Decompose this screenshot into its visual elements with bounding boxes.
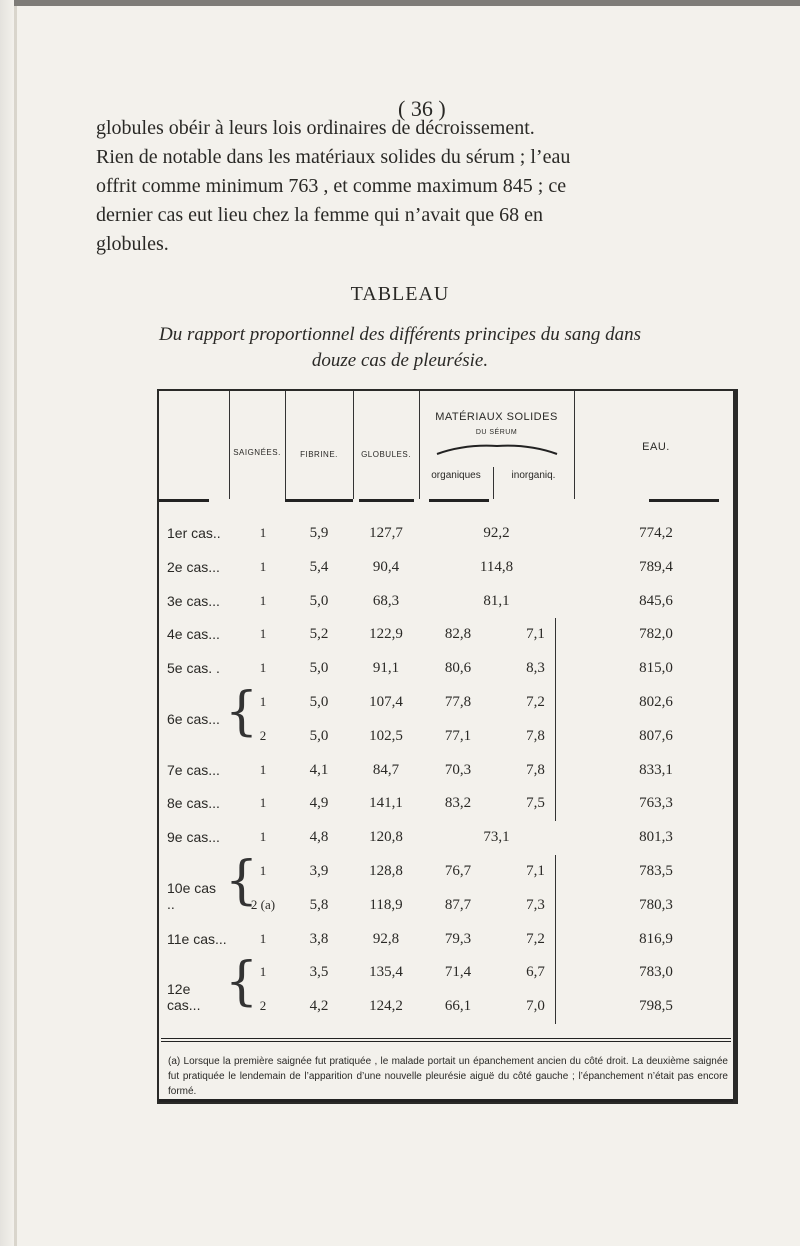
- header-rule: [429, 499, 489, 502]
- inorganic-divider: [555, 618, 556, 652]
- cell-organiques: 79,3: [444, 930, 472, 947]
- cell-fibrine: 5,0: [309, 694, 329, 710]
- cell-organiques: 80,6: [444, 660, 472, 677]
- cell-globules: 135,4: [369, 964, 403, 981]
- cell-materiaux-merged: 73,1: [483, 829, 510, 846]
- cell-organiques: 70,3: [444, 761, 472, 778]
- cell-eau: 815,0: [639, 660, 673, 677]
- row-label: 10e cas ..: [167, 880, 217, 912]
- cell-globules: 122,9: [369, 626, 403, 643]
- cell-organiques: 71,4: [444, 964, 472, 981]
- cell-fibrine: 4,9: [309, 795, 329, 812]
- cell-globules: 90,4: [372, 558, 400, 575]
- cell-organiques: 66,1: [444, 998, 472, 1015]
- table-subtitle-line1: Du rapport proportionnel des différents principes du sang dans: [158, 324, 642, 345]
- cell-inorganiques: 7,0: [526, 998, 545, 1015]
- cell-fibrine: 5,9: [309, 525, 329, 541]
- cell-inorganiques: 8,3: [526, 660, 545, 677]
- table-heading: TABLEAU: [350, 283, 450, 305]
- row-label: 6e cas...: [167, 711, 220, 727]
- cell-inorganiques: 7,5: [526, 795, 545, 812]
- row-label: 9e cas...: [167, 829, 220, 846]
- footnote-rule: [161, 1038, 731, 1039]
- inorganic-divider: [555, 652, 556, 686]
- cell-globules: 84,7: [372, 761, 400, 778]
- inorganic-divider: [555, 787, 556, 821]
- row-group-brace: {: [225, 682, 259, 742]
- cell-globules: 92,8: [372, 930, 400, 947]
- inorganic-divider: [555, 923, 556, 957]
- cell-saignee: 2: [259, 727, 267, 743]
- book-gutter: [0, 0, 14, 1246]
- cell-eau: 801,3: [639, 829, 673, 846]
- paragraph-line: globules obéir à leurs lois ordinaires de décroissement.: [96, 117, 535, 139]
- footnote-rule: [161, 1041, 731, 1042]
- paragraph-line: globules.: [96, 233, 169, 255]
- cell-materiaux-merged: 92,2: [483, 525, 510, 541]
- column-divider: [285, 391, 286, 499]
- cell-globules: 91,1: [372, 660, 400, 677]
- data-table: [157, 389, 738, 1104]
- cell-saignee: 1: [259, 558, 267, 574]
- cell-saignee: 1: [259, 863, 267, 878]
- header-rule: [159, 499, 209, 502]
- row-label: 11e cas...: [167, 930, 227, 947]
- row-label: 7e cas...: [167, 761, 220, 778]
- cell-globules: 124,2: [369, 998, 403, 1015]
- cell-saignee: 1: [259, 761, 267, 777]
- cell-inorganiques: 7,1: [526, 863, 545, 879]
- row-group-brace: {: [225, 952, 259, 1013]
- body-paragraph: [96, 114, 736, 259]
- row-label: 3e cas...: [167, 592, 220, 609]
- cell-fibrine: 3,9: [309, 863, 329, 879]
- inorganic-divider: [555, 754, 556, 788]
- header-rule: [649, 499, 719, 502]
- inorganic-divider: [555, 956, 556, 990]
- cell-globules: 141,1: [369, 795, 403, 812]
- cell-organiques: 77,1: [444, 727, 472, 744]
- inorganic-divider: [555, 855, 556, 889]
- column-divider: [229, 391, 230, 499]
- header-rule: [285, 499, 353, 502]
- cell-inorganiques: 7,2: [526, 930, 545, 947]
- cell-eau: 783,5: [639, 863, 673, 879]
- cell-fibrine: 4,2: [309, 998, 329, 1015]
- cell-eau: 845,6: [639, 592, 673, 609]
- cell-eau: 780,3: [639, 896, 673, 913]
- cell-organiques: 76,7: [444, 863, 472, 879]
- header-brace: [435, 440, 559, 456]
- header-fibrine: FIBRINE.: [300, 450, 338, 459]
- cell-eau: 763,3: [639, 795, 673, 812]
- row-label: 2e cas...: [167, 558, 220, 575]
- footnote: (a) Lorsque la première saignée fut pratiquée , le malade portait un épanchement ancien du côté droit. La deuxième saignée fut pratiquée le lendemain de l’apparition d’une nouvelle pleurésie aiguë du côté gauche ; l’épanchement n’était pas encore formé.: [168, 1056, 728, 1097]
- cell-inorganiques: 7,3: [526, 896, 545, 913]
- row-label: 1er cas..: [167, 525, 221, 541]
- row-label: 4e cas...: [167, 626, 220, 643]
- cell-globules: 68,3: [372, 592, 400, 609]
- cell-saignee: 1: [259, 525, 267, 540]
- row-label: 5e cas. .: [167, 660, 220, 677]
- cell-saignee: 1: [259, 795, 267, 811]
- inorganic-divider: [555, 889, 556, 923]
- cell-fibrine: 5,4: [309, 558, 329, 575]
- header-saignees: SAIGNÉES.: [233, 448, 281, 457]
- paragraph-line: Rien de notable dans les matériaux solides du sérum ; l’eau: [96, 146, 571, 168]
- page-top-edge: [14, 0, 800, 6]
- cell-eau: 782,0: [639, 626, 673, 643]
- header-globules: GLOBULES.: [361, 450, 411, 459]
- cell-saignee: 2 (a): [250, 896, 276, 912]
- cell-saignee: 2: [259, 998, 267, 1014]
- column-divider: [419, 391, 420, 499]
- cell-saignee: 1: [259, 592, 267, 608]
- cell-saignee: 1: [259, 660, 267, 676]
- cell-eau: 833,1: [639, 761, 673, 778]
- header-eau: EAU.: [642, 441, 670, 453]
- table-subtitle-line2: douze cas de pleurésie.: [311, 350, 489, 371]
- cell-eau: 816,9: [639, 930, 673, 947]
- cell-globules: 102,5: [369, 727, 403, 744]
- cell-materiaux-merged: 114,8: [479, 558, 514, 575]
- header-materiaux-solides: MATÉRIAUX SOLIDES: [435, 411, 558, 423]
- cell-fibrine: 5,2: [309, 626, 329, 643]
- cell-fibrine: 5,0: [309, 727, 329, 744]
- header-organiques: organiques: [431, 470, 481, 481]
- cell-globules: 127,7: [369, 525, 403, 541]
- cell-saignee: 1: [259, 930, 267, 946]
- cell-globules: 107,4: [369, 694, 403, 710]
- cell-fibrine: 4,8: [309, 829, 329, 846]
- cell-saignee: 1: [259, 964, 267, 980]
- paragraph-line: offrit comme minimum 763 , et comme maximum 845 ; ce: [96, 175, 567, 197]
- cell-globules: 120,8: [369, 829, 403, 846]
- cell-organiques: 77,8: [444, 694, 472, 710]
- cell-eau: 802,6: [639, 694, 673, 710]
- row-group-brace: {: [225, 851, 259, 911]
- paragraph-line: dernier cas eut lieu chez la femme qui n’avait que 68 en: [96, 204, 544, 226]
- header-inorganiques: inorganiq.: [511, 470, 556, 481]
- cell-inorganiques: 7,2: [526, 694, 545, 710]
- cell-inorganiques: 7,8: [526, 727, 545, 744]
- cell-organiques: 83,2: [444, 795, 472, 812]
- row-label: 12e cas...: [167, 981, 201, 1014]
- table-bottom-rule: [159, 1099, 733, 1102]
- column-divider: [353, 391, 354, 499]
- cell-eau: 798,5: [639, 998, 673, 1015]
- cell-globules: 118,9: [369, 896, 403, 913]
- inorganic-divider: [555, 686, 556, 720]
- cell-fibrine: 5,8: [309, 896, 329, 913]
- cell-organiques: 87,7: [444, 896, 472, 913]
- cell-eau: 807,6: [639, 727, 673, 744]
- cell-inorganiques: 7,8: [526, 761, 545, 778]
- inorganic-divider: [555, 720, 556, 754]
- cell-organiques: 82,8: [444, 626, 472, 643]
- cell-globules: 128,8: [369, 863, 403, 879]
- cell-fibrine: 5,0: [309, 592, 329, 609]
- inorganic-divider: [555, 990, 556, 1024]
- cell-fibrine: 4,1: [309, 761, 329, 778]
- cell-fibrine: 3,8: [309, 930, 329, 947]
- header-rule: [359, 499, 414, 502]
- cell-eau: 783,0: [639, 964, 673, 981]
- cell-eau: 774,2: [639, 525, 673, 541]
- page-number: ( 36 ): [398, 96, 446, 121]
- cell-fibrine: 3,5: [309, 964, 329, 981]
- cell-saignee: 1: [259, 829, 267, 845]
- header-du-serum: DU SÉRUM: [475, 429, 518, 436]
- cell-saignee: 1: [259, 626, 267, 642]
- cell-inorganiques: 6,7: [526, 964, 545, 981]
- cell-saignee: 1: [259, 694, 267, 709]
- cell-inorganiques: 7,1: [526, 626, 545, 643]
- cell-eau: 789,4: [639, 558, 673, 575]
- cell-fibrine: 5,0: [309, 660, 329, 677]
- cell-materiaux-merged: 81,1: [483, 592, 510, 609]
- row-label: 8e cas...: [167, 795, 220, 812]
